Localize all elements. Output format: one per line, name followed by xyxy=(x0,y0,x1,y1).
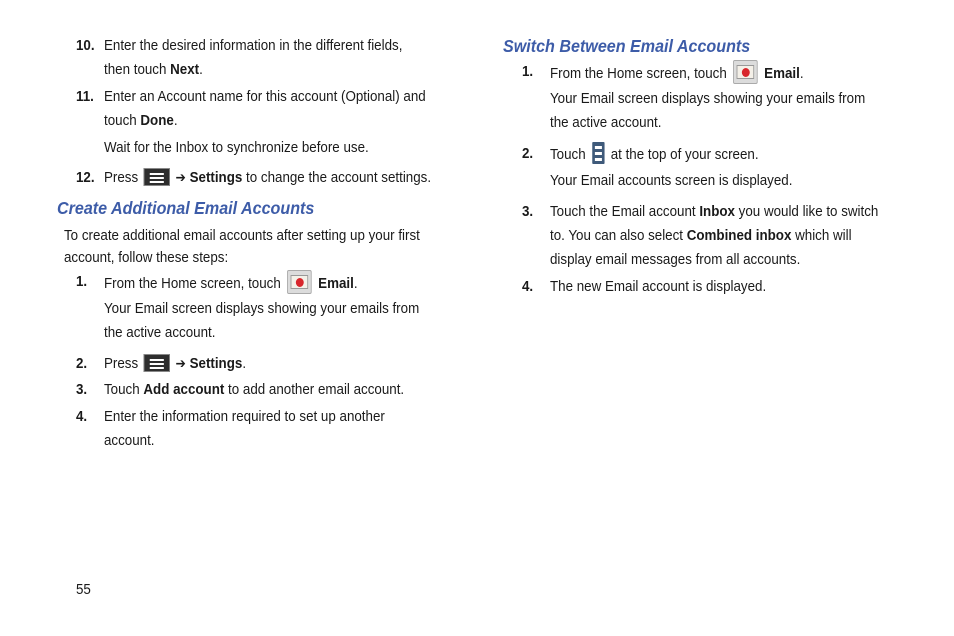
step-result: the active account. xyxy=(550,114,662,131)
intro-text: account, follow these steps: xyxy=(64,249,229,266)
step-text: display email messages from all accounts. xyxy=(550,251,801,268)
arrow-icon: ➔ xyxy=(175,170,186,186)
step-result: Your Email screen displays showing your emails from xyxy=(550,90,866,107)
intro-text: To create additional email accounts after setting up your first xyxy=(64,227,420,244)
step-text: Press ➔ Settings. xyxy=(104,355,247,372)
page-number: 55 xyxy=(76,581,91,598)
step-text: to. You can also select Combined inbox which will xyxy=(550,227,852,244)
step-number: 1. xyxy=(522,63,534,80)
step-result: the active account. xyxy=(104,324,216,341)
step-text: From the Home screen, touch Email. xyxy=(550,60,804,86)
step-number: 1. xyxy=(76,273,88,290)
step-text: Enter the desired information in the different fields, xyxy=(104,37,403,54)
step-number: 2. xyxy=(522,145,534,162)
more-options-icon xyxy=(592,142,604,164)
step-number: 10. xyxy=(76,37,95,54)
step-number: 4. xyxy=(522,278,534,295)
section-heading: Switch Between Email Accounts xyxy=(503,36,751,56)
step-number: 11. xyxy=(76,88,94,105)
step-number: 3. xyxy=(76,381,88,398)
menu-icon xyxy=(144,168,170,186)
arrow-icon: ➔ xyxy=(175,356,186,372)
step-text: Enter an Account name for this account (Optional) and xyxy=(104,88,426,105)
step-text: Press ➔ Settings to change the account settings. xyxy=(104,169,432,186)
step-text: account. xyxy=(104,432,155,449)
step-text: From the Home screen, touch Email. xyxy=(104,270,358,296)
step-text: then touch Next. xyxy=(104,61,203,78)
email-app-icon xyxy=(287,270,312,294)
step-note: Wait for the Inbox to synchronize before use. xyxy=(104,139,369,156)
step-number: 3. xyxy=(522,203,534,220)
step-number: 2. xyxy=(76,355,88,372)
step-text: Touch Add account to add another email account. xyxy=(104,381,405,398)
section-heading: Create Additional Email Accounts xyxy=(57,198,315,218)
step-text: touch Done. xyxy=(104,112,178,129)
email-app-icon xyxy=(733,60,758,84)
step-text: The new Email account is displayed. xyxy=(550,278,767,295)
step-text: Touch the Email account Inbox you would like to switch xyxy=(550,203,879,220)
menu-icon xyxy=(144,354,170,372)
step-number: 4. xyxy=(76,408,88,425)
step-result: Your Email screen displays showing your emails from xyxy=(104,300,420,317)
step-result: Your Email accounts screen is displayed. xyxy=(550,172,793,189)
step-text: Touch at the top of your screen. xyxy=(550,142,759,167)
step-text: Enter the information required to set up another xyxy=(104,408,385,425)
step-number: 12. xyxy=(76,169,95,186)
